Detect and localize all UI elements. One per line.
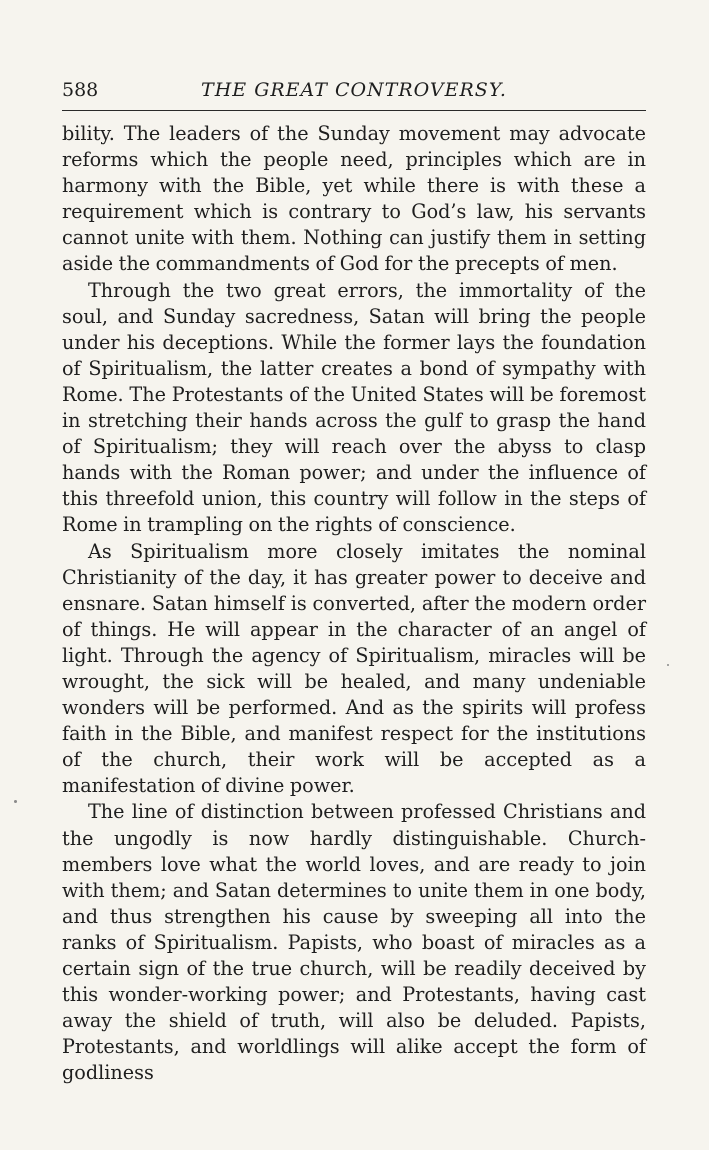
- paragraph-line-of-distinction: The line of distinction between professed Christians and the ungodly is now hardly distinguishable. Church-members love what the world loves, and are ready to join with them; and Satan determines to unite them in one body, and thus strengthen his cause by sweeping all into the ranks of Spiritualism. Papists, who boast of miracles as a certain sign of the true church, will be readily deceived by this wonder-working power; and Protestants, having cast away the shield of truth, will also be deluded. Papists, Protestants, and worldlings will alike accept the form of godliness: [62, 800, 646, 1085]
- page-body: [62, 121, 646, 1086]
- paragraph-spiritualism: As Spiritualism more closely imitates the nominal Christianity of the day, it has greater power to deceive and ensnare. Satan himself is converted, after the modern order of things. He will appear in the character of an angel of light. Through the agency of Spiritualism, miracles will be wrought, the sick will be healed, and many undeniable wonders will be performed. And as the spirits will profess faith in the Bible, and manifest respect for the institutions of the church, their work will be accepted as a manifestation of divine power.: [62, 539, 646, 798]
- paragraph-continued: bility. The leaders of the Sunday movement may advocate reforms which the people need, principles which are in harmony with the Bible, yet while there is with these a requirement which is contrary to God’s law, his servants cannot unite with them. Nothing can justify them in setting aside the commandments of God for the precepts of men.: [62, 122, 646, 276]
- page-number: 588: [62, 79, 99, 101]
- margin-speck-right: [667, 664, 669, 666]
- paragraph-two-great-errors: Through the two great errors, the immortality of the soul, and Sunday sacredness, Satan will bring the people under his deceptions. While the former lays the foundation of Spiritualism, the latter creates a bond of sympathy with Rome. The Protestants of the United States will be foremost in stretching their hands across the gulf to grasp the hand of Spiritualism; they will reach over the abyss to clasp hands with the Roman power; and under the influence of this threefold union, this country will follow in the steps of Rome in trampling on the rights of conscience.: [62, 278, 646, 537]
- page-header: [62, 77, 646, 103]
- header-rule: [62, 110, 646, 111]
- running-title: THE GREAT CONTROVERSY.: [201, 79, 507, 101]
- margin-speck: [14, 800, 17, 803]
